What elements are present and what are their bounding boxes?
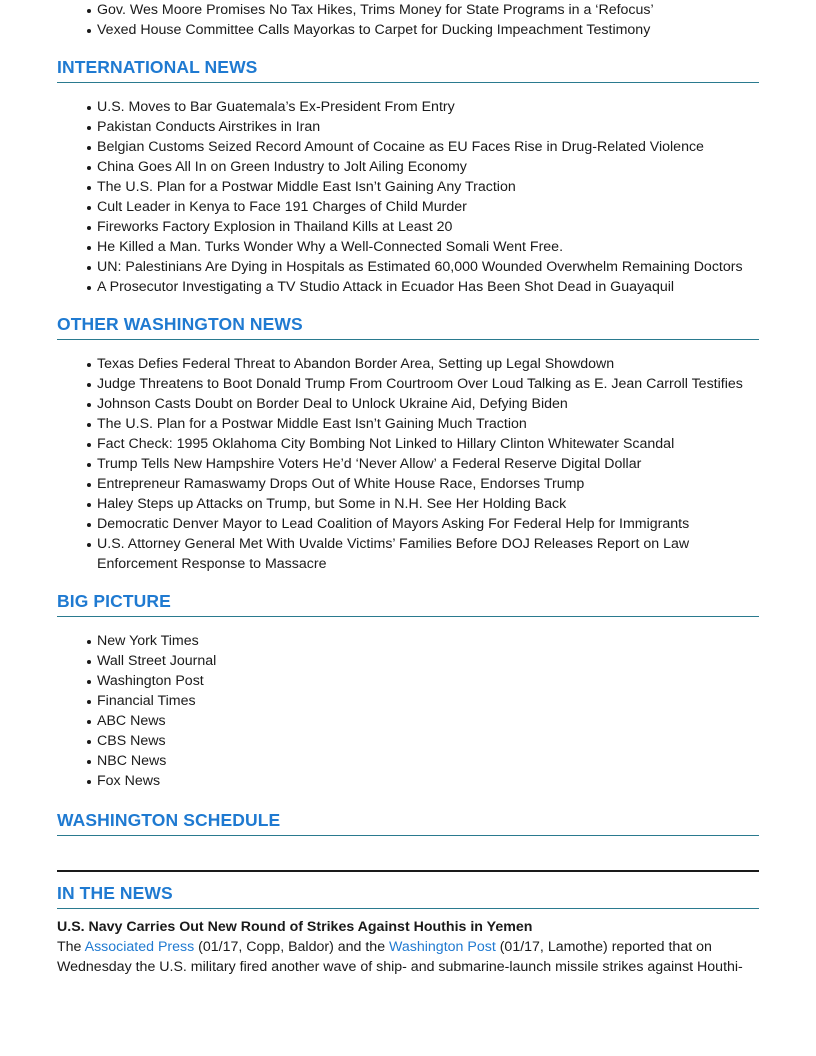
list-item[interactable]: Washington Post <box>97 671 759 691</box>
list-item[interactable]: The U.S. Plan for a Postwar Middle East Isn’t Gaining Any Traction <box>97 177 759 197</box>
list-item[interactable]: Wall Street Journal <box>97 651 759 671</box>
story-text: (01/17, Lamothe) reported that on Wednesday the U.S. military fired another wave of ship- and submarine-launch missile strikes against Houthi- <box>57 939 743 975</box>
top-news-list <box>57 0 759 40</box>
list-item[interactable]: NBC News <box>97 751 759 771</box>
list-item[interactable]: Gov. Wes Moore Promises No Tax Hikes, Trims Money for State Programs in a ‘Refocus’ <box>97 0 759 20</box>
list-item[interactable]: UN: Palestinians Are Dying in Hospitals as Estimated 60,000 Wounded Overwhelm Remaining Doctors <box>97 257 759 277</box>
list-item[interactable]: Fireworks Factory Explosion in Thailand Kills at Least 20 <box>97 217 759 237</box>
list-item[interactable]: The U.S. Plan for a Postwar Middle East Isn’t Gaining Much Traction <box>97 414 759 434</box>
list-item[interactable]: Vexed House Committee Calls Mayorkas to Carpet for Ducking Impeachment Testimony <box>97 20 759 40</box>
list-item[interactable]: U.S. Moves to Bar Guatemala’s Ex-President From Entry <box>97 97 759 117</box>
section-heading-schedule: WASHINGTON SCHEDULE <box>57 809 759 836</box>
international-news-list <box>57 97 759 297</box>
story-body <box>57 937 759 977</box>
list-item[interactable]: A Prosecutor Investigating a TV Studio Attack in Ecuador Has Been Shot Dead in Guayaquil <box>97 277 759 297</box>
list-item[interactable]: Trump Tells New Hampshire Voters He’d ‘Never Allow’ a Federal Reserve Digital Dollar <box>97 454 759 474</box>
story-text: (01/17, Copp, Baldor) and the <box>194 939 390 955</box>
section-heading-in-the-news: IN THE NEWS <box>57 882 759 909</box>
list-item[interactable]: U.S. Attorney General Met With Uvalde Victims’ Families Before DOJ Releases Report on Law Enforcement Response to Massacre <box>97 534 759 574</box>
list-item[interactable]: CBS News <box>97 731 759 751</box>
list-item[interactable]: Cult Leader in Kenya to Face 191 Charges of Child Murder <box>97 197 759 217</box>
section-heading-big-picture: BIG PICTURE <box>57 590 759 617</box>
list-item[interactable]: China Goes All In on Green Industry to Jolt Ailing Economy <box>97 157 759 177</box>
story-title[interactable]: U.S. Navy Carries Out New Round of Strikes Against Houthis in Yemen <box>57 919 533 935</box>
list-item[interactable]: He Killed a Man. Turks Wonder Why a Well-Connected Somali Went Free. <box>97 237 759 257</box>
list-item[interactable]: New York Times <box>97 631 759 651</box>
list-item[interactable]: Democratic Denver Mayor to Lead Coalition of Mayors Asking For Federal Help for Immigrants <box>97 514 759 534</box>
list-item[interactable]: ABC News <box>97 711 759 731</box>
washington-post-link[interactable]: Washington Post <box>389 939 496 955</box>
story-text: The <box>57 939 85 955</box>
list-item[interactable]: Fact Check: 1995 Oklahoma City Bombing Not Linked to Hillary Clinton Whitewater Scandal <box>97 434 759 454</box>
list-item[interactable]: Financial Times <box>97 691 759 711</box>
list-item[interactable]: Belgian Customs Seized Record Amount of Cocaine as EU Faces Rise in Drug-Related Violence <box>97 137 759 157</box>
associated-press-link[interactable]: Associated Press <box>84 939 195 955</box>
washington-news-list <box>57 354 759 574</box>
list-item[interactable]: Texas Defies Federal Threat to Abandon Border Area, Setting up Legal Showdown <box>97 354 759 374</box>
list-item[interactable]: Haley Steps up Attacks on Trump, but Some in N.H. See Her Holding Back <box>97 494 759 514</box>
list-item[interactable]: Pakistan Conducts Airstrikes in Iran <box>97 117 759 137</box>
big-picture-list <box>57 631 759 791</box>
list-item[interactable]: Fox News <box>97 771 759 791</box>
list-item[interactable]: Johnson Casts Doubt on Border Deal to Unlock Ukraine Aid, Defying Biden <box>97 394 759 414</box>
list-item[interactable]: Judge Threatens to Boot Donald Trump From Courtroom Over Loud Talking as E. Jean Carroll Testifies <box>97 374 759 394</box>
section-heading-international: INTERNATIONAL NEWS <box>57 56 759 83</box>
section-heading-washington: OTHER WASHINGTON NEWS <box>57 313 759 340</box>
list-item[interactable]: Entrepreneur Ramaswamy Drops Out of White House Race, Endorses Trump <box>97 474 759 494</box>
